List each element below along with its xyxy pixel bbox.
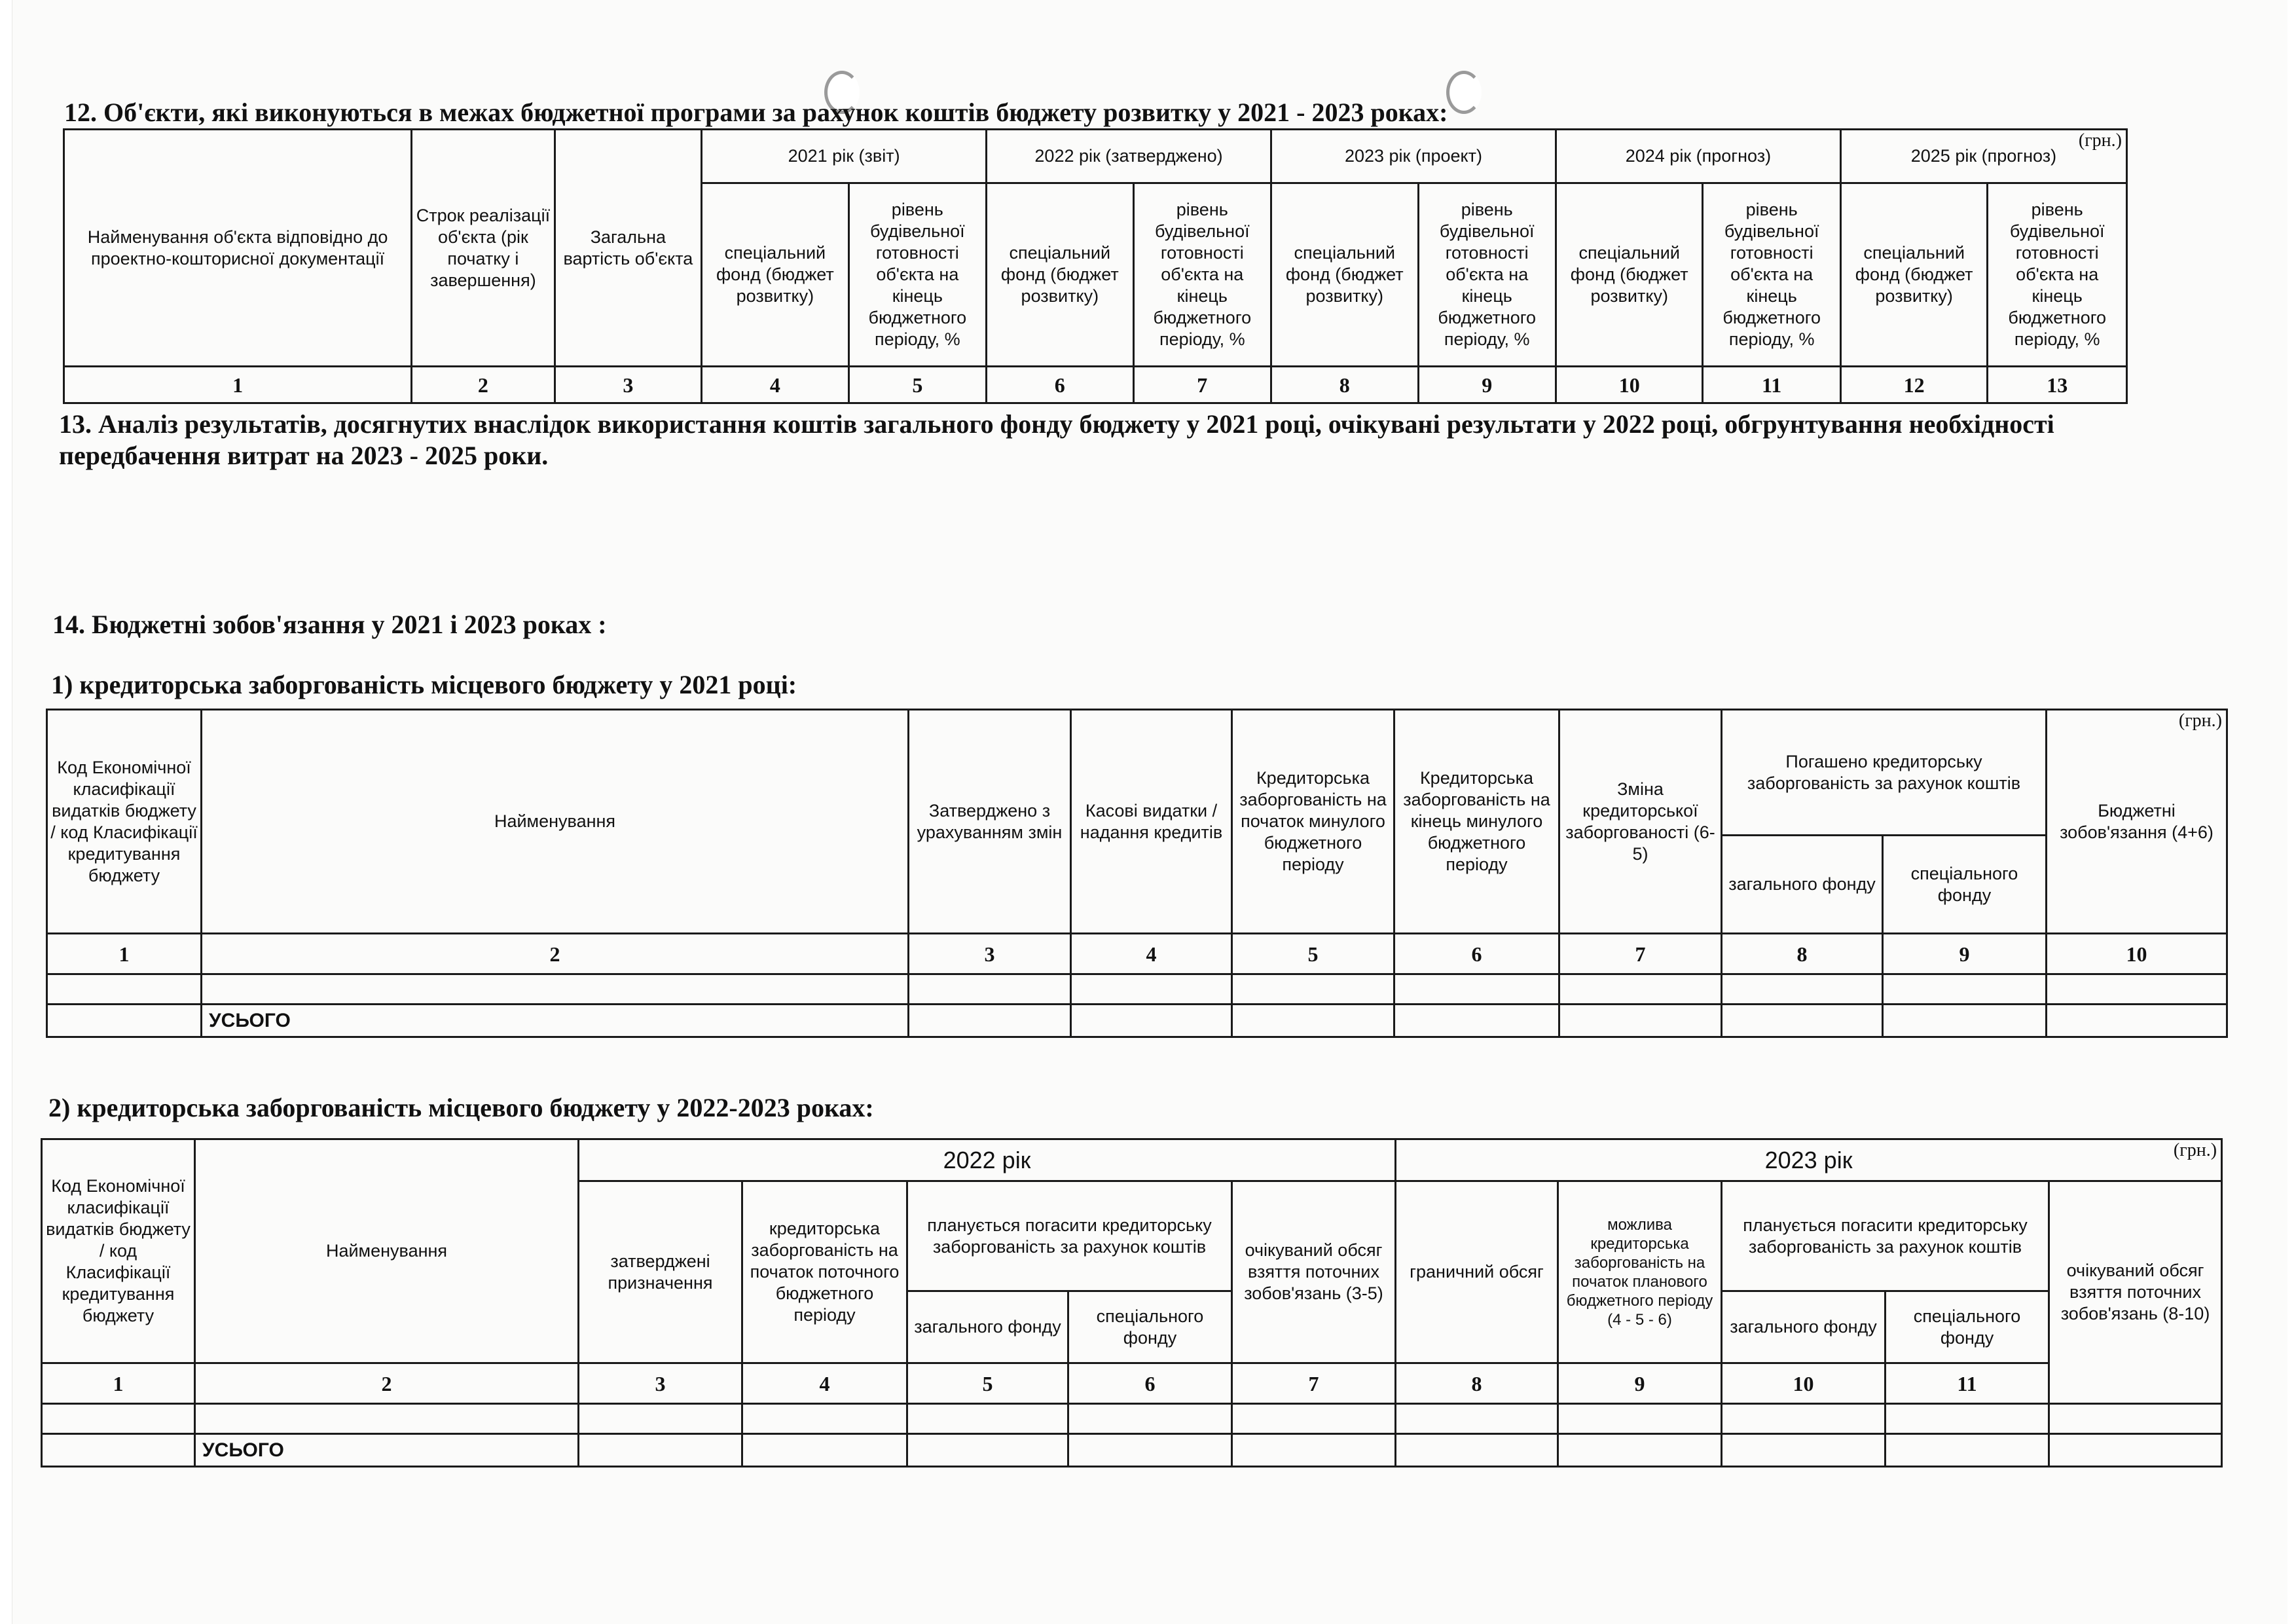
col-number: 10: [2047, 934, 2227, 974]
col-general-fund: загального фонду: [907, 1291, 1068, 1363]
col-number: 1: [64, 367, 412, 403]
col-number: 2: [202, 934, 909, 974]
sub-readiness: рівень будівельної готовності об'єкта на кінець бюджетного періоду, %: [1418, 183, 1556, 367]
sub-special-fund: спеціальний фонд (бюджет розвитку): [1271, 183, 1418, 367]
col-number: 8: [1396, 1363, 1558, 1404]
sub-special-fund: спеціальний фонд (бюджет розвитку): [1556, 183, 1702, 367]
sub-readiness: рівень будівельної готовності об'єкта на кінець бюджетного періоду, %: [848, 183, 986, 367]
table-row: [42, 1404, 2222, 1434]
total-label: УСЬОГО: [202, 1005, 909, 1037]
col-number: 3: [579, 1363, 742, 1404]
year-2022-header: 2022 рік: [579, 1139, 1396, 1181]
col-number: 5: [848, 367, 986, 403]
sub-special-fund: спеціальний фонд (бюджет розвитку): [987, 183, 1133, 367]
sub-special-fund: спеціальний фонд (бюджет розвитку): [702, 183, 848, 367]
col-plan-repay-2023: планується погасити кредиторську заборгованість за рахунок коштів: [1722, 1181, 2049, 1291]
col-general-fund: загального фонду: [1722, 1291, 1886, 1363]
section-12-title: 12. Об'єкти, які виконуються в межах бюджетної програми за рахунок коштів бюджету розвитку у 2021 - 2023 роках:: [64, 98, 1448, 127]
col-number: 3: [909, 934, 1071, 974]
year-2023-header: [1396, 1139, 2222, 1181]
sub-special-fund: спеціальний фонд (бюджет розвитку): [1840, 183, 1987, 367]
col-general-fund: загального фонду: [1722, 836, 1883, 934]
table-row-total: [42, 1434, 2222, 1467]
year-2022-header: 2022 рік (затверджено): [987, 130, 1271, 183]
col-limit: граничний обсяг: [1396, 1181, 1558, 1363]
col-special-fund: спеціального фонду: [1883, 836, 2047, 934]
section-14-part1-title: 1) кредиторська заборгованість місцевого бюджету у 2021 році:: [51, 670, 797, 699]
section-14-part2-title: 2) кредиторська заборгованість місцевого бюджету у 2022-2023 роках:: [48, 1093, 874, 1122]
col-debt-change: Зміна кредиторської заборгованості (6-5): [1559, 710, 1722, 934]
col-code: Код Економічної класифікації видатків бюджету / код Класифікації кредитування бюджету: [47, 710, 202, 934]
col-number: 9: [1418, 367, 1556, 403]
table-row-total: [47, 1005, 2227, 1037]
table-row: [47, 974, 2227, 1005]
col-cash-expenses: Касові видатки / надання кредитів: [1071, 710, 1232, 934]
sub-readiness: рівень будівельної готовності об'єкта на кінець бюджетного періоду, %: [1988, 183, 2127, 367]
col-obligations: [2047, 710, 2227, 934]
col-special-fund: спеціального фонду: [1886, 1291, 2049, 1363]
col-plan-repay-2022: планується погасити кредиторську заборгованість за рахунок коштів: [907, 1181, 1232, 1291]
col-number: 5: [907, 1363, 1068, 1404]
col-object-name: Найменування об'єкта відповідно до проектно-кошторисної документації: [64, 130, 412, 367]
section-13-title: 13. Аналіз результатів, досягнутих внаслідок використання коштів загального фонду бюджету у 2021 році, очікувані результати у 2022 році, обгрунтування необхідності передбачення витрат на 2023 - 2025 роки.: [59, 409, 2054, 470]
section-14-title: 14. Бюджетні зобов'язання у 2021 і 2023 роках :: [52, 610, 607, 639]
col-number: 6: [1394, 934, 1559, 974]
year-2023-label: 2023 рік: [1764, 1146, 1853, 1173]
col-number: 7: [1232, 1363, 1396, 1404]
col-expected-2022: очікуваний обсяг взяття поточних зобов'язань (3-5): [1232, 1181, 1396, 1363]
year-2024-header: 2024 рік (прогноз): [1556, 130, 1840, 183]
col-number: 7: [1559, 934, 1722, 974]
sub-readiness: рівень будівельної готовності об'єкта на кінець бюджетного періоду, %: [1703, 183, 1840, 367]
objects-table: [63, 128, 2128, 404]
col-debt-start: кредиторська заборгованість на початок поточного бюджетного періоду: [742, 1181, 907, 1363]
year-2023-header: 2023 рік (проект): [1271, 130, 1556, 183]
debt-2021-table: [46, 709, 2228, 1038]
year-2021-header: 2021 рік (звіт): [702, 130, 987, 183]
punch-hole-right: [1446, 71, 1482, 114]
col-number: 10: [1722, 1363, 1886, 1404]
col-number: 4: [702, 367, 848, 403]
sub-readiness: рівень будівельної готовності об'єкта на кінець бюджетного періоду, %: [1133, 183, 1271, 367]
col-number: 11: [1703, 367, 1840, 403]
col-debt-end: Кредиторська заборгованість на кінець минулого бюджетного періоду: [1394, 710, 1559, 934]
unit-label: (грн.): [2173, 1140, 2217, 1160]
col-approved: Затверджено з урахуванням змін: [909, 710, 1071, 934]
col-number: 4: [742, 1363, 907, 1404]
col-number: 12: [1840, 367, 1987, 403]
col-number: 6: [987, 367, 1133, 403]
col-name: Найменування: [195, 1139, 579, 1363]
col-number: 10: [1556, 367, 1702, 403]
debt-2022-2023-table: [41, 1138, 2223, 1467]
unit-label: (грн.): [2178, 710, 2222, 731]
year-2025-label: 2025 рік (прогноз): [1910, 146, 2057, 166]
total-label: УСЬОГО: [195, 1434, 579, 1467]
col-approved: затверджені призначення: [579, 1181, 742, 1363]
col-number: 8: [1271, 367, 1418, 403]
col-number: 13: [1988, 367, 2127, 403]
col-number: 7: [1133, 367, 1271, 403]
col-number: 5: [1232, 934, 1394, 974]
col-obligations-label: Бюджетні зобов'язання (4+6): [2060, 800, 2214, 842]
col-number: 4: [1071, 934, 1232, 974]
col-debt-start: Кредиторська заборгованість на початок минулого бюджетного періоду: [1232, 710, 1394, 934]
col-special-fund: спеціального фонду: [1068, 1291, 1232, 1363]
col-number: 3: [555, 367, 701, 403]
col-expected-2023: очікуваний обсяг взяття поточних зобов'язань (8-10): [2049, 1181, 2222, 1404]
col-name: Найменування: [202, 710, 909, 934]
col-number: 1: [42, 1363, 195, 1404]
col-repaid: Погашено кредиторську заборгованість за рахунок коштів: [1722, 710, 2047, 836]
col-number: 2: [412, 367, 555, 403]
col-number: 9: [1883, 934, 2047, 974]
col-term: Строк реалізації об'єкта (рік початку і завершення): [412, 130, 555, 367]
col-total-cost: Загальна вартість об'єкта: [555, 130, 701, 367]
col-number: 9: [1558, 1363, 1722, 1404]
col-number: 8: [1722, 934, 1883, 974]
col-code: Код Економічної класифікації видатків бюджету / код Класифікації кредитування бюджету: [42, 1139, 195, 1363]
col-number: 6: [1068, 1363, 1232, 1404]
col-number: 11: [1886, 1363, 2049, 1404]
col-possible-debt: можлива кредиторська заборгованість на початок планового бюджетного періоду (4 - 5 - 6): [1558, 1181, 1722, 1363]
unit-label: (грн.): [2078, 130, 2122, 151]
col-number: 2: [195, 1363, 579, 1404]
year-2025-header: [1840, 130, 2126, 183]
col-number: 1: [47, 934, 202, 974]
